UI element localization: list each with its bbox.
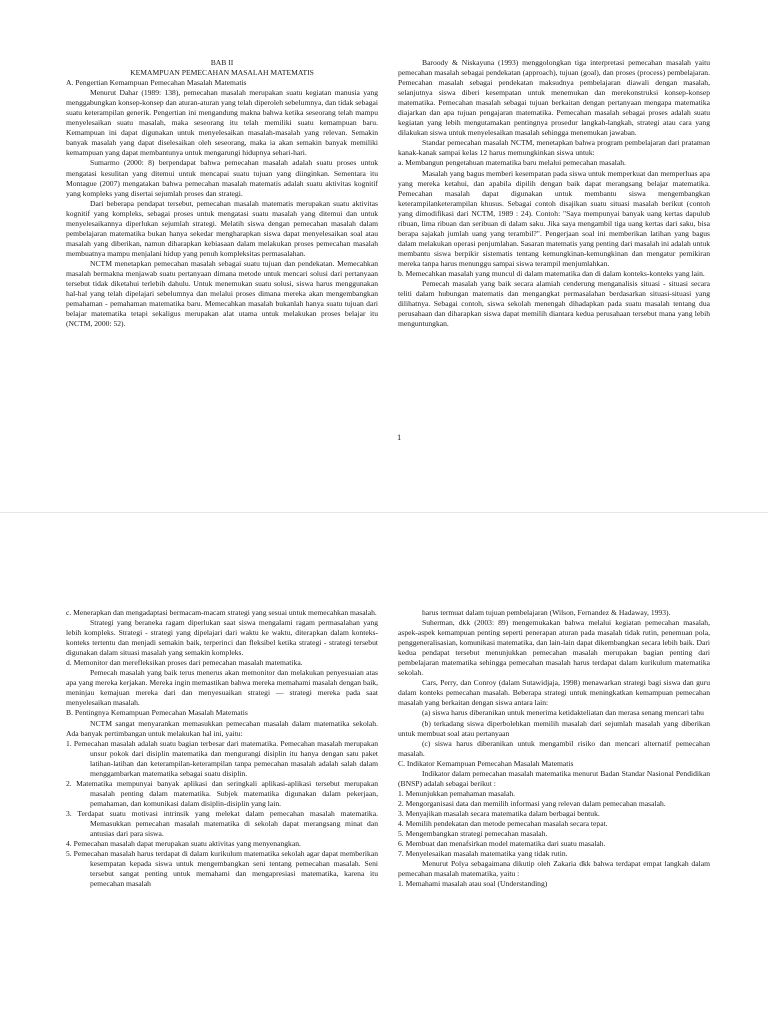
paragraph: 4. Memilih pendekatan dan metode pemecahan masalah secara tepat. [398,818,608,828]
paragraph: 1. Pemecahan masalah adalah suatu bagian terbesar dari matematika. Pemecahan masalah merupakan unsur pokok dari disiplin matematika dan mengurangi disiplin itu hanya dengan satu paket latihan-latihan dan keterampilan-keterampilan tanpa pemecahan masalah adalah salah dalam menggambarkan matematika sebagai suatu disiplin. [66,738,378,778]
paragraph: Menurut Dahar (1989: 138), pemecahan masalah merupakan suatu kegiatan manusia yang menggabungkan konsep-konsep dan aturan-aturan yang telah diperoleh sebelumnya, dan tidak sebagai suatu keterampilan generik. Pengertian ini mengandung makna bahwa ketika seseorang telah mampu menyelesaikan suatu masalah, maka seseorang itu telah memiliki suatu kemampuan baru. Kemampuan ini dapat digunakan untuk menyelesaikan masalah-masalah yang relevan. Semakin banyak masalah yang dapat diselesaikan oleh seseorang, maka ia akan semakin banyak memiliki kemampuan yang dapat membantunya untuk mengarungi hidupnya sehari-hari. [66,88,378,158]
paragraph: Suherman, dkk (2003: 89) mengemukakan bahwa melalui kegiatan pemecahan masalah, aspek-aspek kemampuan penting seperti penerapan aturan pada masalah tidak rutin, penemuan pola, penggeneralisasian, komunikasi matematika, dan lain-lain dapat dikembangkan secara lebih baik. Dari kedua pendapat tersebut menunjukkan pemecahan masalah merupakan bagian penting dari pembelajaran matematika sehingga pemecahan masalah harus terdapat dalam kurikulum matematika sekolah. [398,618,710,678]
paragraph: A. Pengertian Kemampuan Pemecahan Masalah Matematis [66,78,247,88]
paragraph: (c) siswa harus diberanikan untuk mengambil risiko dan mencari alternatif pemecahan masalah. [398,738,710,758]
page-2-left-column [66,608,378,889]
paragraph: NCTM sangat menyarankan memasukkan pemecahan masalah dalam matematika sekolah. Ada banyak pertimbangan untuk melakukan hal ini, yaitu: [66,718,378,738]
paragraph: C. Indikator Kemampuan Pemecahan Masalah Matematis [398,758,574,768]
page-1-right-column [398,58,710,329]
paragraph: Cars, Perry, dan Conroy (dalam Sutawidjaja, 1998) menawarkan strategi bagi siswa dan guru dalam konteks pemecahan masalah. Beberapa strategi untuk meningkatkan kemampuan pemecahan masalah yang berkaitan dengan siswa antara lain: [398,678,710,708]
paragraph: 3. Menyajikan masalah secara matematika dalam berbagai bentuk. [398,808,600,818]
paragraph: 5. Pemecahan masalah harus terdapat di dalam kurikulum matematika sekolah agar dapat memberikan kesempatan kepada siswa untuk mengembangkan seni tentang pemecahan masalah. Seni tersebut sangat penting untuk memahami dan mengapresiasi matematika, karena itu pemecahan masalah [66,849,378,889]
paragraph: KEMAMPUAN PEMECAHAN MASALAH MATEMATIS [130,68,314,78]
paragraph: Pemecah masalah yang baik terus menerus akan memonitor dan melakukan penyesuaian atas apa yang mereka kerjakan. Mereka ingin memastikan bahwa mereka memahami masalah dengan baik, meninjau kemajuan mereka dari dan menyesuaikan strategi — strategi mereka pada saat menyelesaikan masalah. [66,668,378,708]
page-2 [0,512,768,1025]
paragraph: 4. Pemecahan masalah dapat merupakan suatu aktivitas yang menyenangkan. [66,839,301,849]
paragraph: 3. Terdapat suatu motivasi intrinsik yang melekat dalam pemecahan masalah matematika. Memasukkan pemecahan masalah matematika di sekolah dapat merangsang minat dan antusias dari para siswa. [66,808,378,839]
paragraph: (a) siswa harus diberanikan untuk menerima ketidakteliatan dan merasa senang mencari tahu [422,708,704,718]
paragraph: (b) terkadang siswa diperbolehkan memilih masalah dari sejumlah masalah yang diberikan untuk membuat soal atau pertanyaan [398,718,710,738]
paragraph: 2. Mengorganisasi data dan memilih informasi yang relevan dalam pemecahan masalah. [398,798,666,808]
paragraph: B. Pentingnya Kemampuan Pemecahan Masalah Matematis [66,708,248,718]
paragraph: Masalah yang bagus memberi kesempatan pada siswa untuk memperkuat dan memperluas apa yang mereka ketahui, dan apabila dipilih dengan baik dapat merangsang belajar matematika. Pemecahan masalah dapat digunakan untuk membantu siswa mengembangkan keterampilanketerampilan khusus. Sebagai contoh disajikan suatu situasi masalah berikut (contoh yang dimodifikasi dari NCTM, 1989 : 24). Contoh: "Saya mempunyai banyak uang kertas dapulub ribuan, lima ribuan dan seribuan di dalam saku. Jika saya mengambil tiga uang kertas dari saku, bisa berapa sajakah jumlah uang yang terambil?". Pengerjaan soal ini memberikan latihan yang bagus dalam melakukan operasi penjumlahan. Sasaran matematis yang penting dari masalah ini adalah untuk membantu siswa berpikir sistematis tentang kemungkinan-kemungkinan dan mengatur pemikiran mereka tanpa harus menunggu sampai siswa terampil menjumlahkan. [398,168,710,268]
paragraph: c. Menerapkan dan mengadaptasi bermacam-macam strategi yang sesuai untuk memecahkan masalah. [66,608,377,617]
paragraph: Menurut Polya sebagaimana dikutip oleh Zakaria dkk bahwa terdapat empat langkah dalam pemecahan masalah matematika, yaitu : [398,859,710,879]
paragraph: 2. Matematika mempunyai banyak aplikasi dan seringkali aplikasi-aplikasi tersebut merupakan masalah penting dalam matematika. Subjek matematika digunakan dalam pekerjaan, pemahaman, dan komunikasi dalam disiplin-disiplin yang lain. [66,778,378,808]
paragraph: d. Memonitor dan merefleksikan proses dari pemecahan masalah matematika. [66,658,303,668]
paragraph: Dari beberapa pendapat tersebut, pemecahan masalah matematis merupakan suatu aktivitas kognitif yang kompleks, sebagai proses untuk mengatasi suatu masalah yang ditemui dan untuk menyelesaikannya diperlukan sejumlah strategi. Melatih siswa dengan pemecahan masalah dalam pembelajaran matematika bukan hanya sekedar mengharapkan siswa dapat menyelesaikan soal atau masalah yang diberikan, namun diharapkan kebiasaan dalam melakukan proses pemecahan masalah membuatnya mampu menjalani hidup yang penuh kompleksitas permasalahan. [66,198,378,258]
paragraph: Indikator dalam pemecahan masalah matematika menurut Badan Standar Nasional Pendidikan (BNSP) adalah sebagai berikut : [398,768,710,788]
paragraph: 6. Membuat dan menafsirkan model matematika dari suatu masalah. [398,839,606,849]
page-1 [0,0,768,512]
paragraph: 1. Menunjukkan pemahaman masalah. [398,788,516,798]
paragraph: Pemecah masalah yang baik secara alamiah cenderung menganalisis situasi - situasi secara teliti dalam hubungan matematis dan mengangkat permasalahan berdasarkan situasi-situasi yang dilihatnya. Sebagai contoh, siswa sekolah menengah dihadapkan pada suatu masalah tentang dua perusahaan dan diharapkan siswa dapat memilih diantara kedua perusahaan tersebut mana yang lebih menguntungkan. [398,279,710,329]
paragraph: NCTM menetapkan pemecahan masalah sebagai suatu tujuan dan pendekatan. Memecahkan masalah bermakna menjawab suatu pertanyaan dimana metode untuk mencari solusi dari pertanyaan tersebut tidak diketahui terlebih dahulu. Untuk menemukan suatu solusi, siswa harus menggunakan hal-hal yang telah dipelajari sebelumnya dan melalui proses dimana mereka akan mengembangkan pemahaman - pemahaman matematika baru. Memecahkan masalah bukanlah hanya suatu tujuan dari belajar matematika tetapi sekaligus merupakan alat utama untuk melakukan proses belajar itu (NCTM, 2000: 52). [66,258,378,329]
paragraph: Standar pemecahan masalah NCTM, menetapkan bahwa program pembelajaran dari prataman kanak-kanak sampai kelas 12 harus memungkinkan siswa untuk: [398,138,710,158]
page-number: 1 [397,432,402,442]
paragraph: b. Memecahkan masalah yang muncul di dalam matematika dan di dalam konteks-konteks yang lain. [398,268,705,278]
paragraph: BAB II [210,58,234,67]
paragraph: a. Membangun pengetahuan matematika baru melalui pemecahan masalah. [398,158,626,168]
paragraph: 5. Mengembangkan strategi pemecahan masalah. [398,829,548,839]
page-1-left-column [66,58,378,329]
paragraph: harus termuat dalam tujuan pembelajaran (Wilson, Fernandez & Hadaway, 1993). [422,608,671,617]
paragraph: Sumarmo (2000: 8) berpendapat bahwa pemecahan masalah adalah suatu proses untuk mengatasi kesulitan yang ditemui untuk mencapai suatu tujuan yang diinginkan. Sementara itu Montague (2007) mengatakan bahwa pemecahan masalah matematis adalah suatu aktivitas kognitif yang kompleks yang disertai sejumlah proses dan strategi. [66,158,378,198]
paragraph: 7. Menyelesaikan masalah matematika yang tidak rutin. [398,849,568,859]
page-2-right-column [398,608,710,889]
paragraph: Baroody & Niskayuna (1993) menggolongkan tiga interpretasi pemecahan masalah yaitu pemecahan masalah sebagai pendekatan (approach), tujuan (goal), dan proses (process) pembelajaran. Pemecahan masalah sebagai pendekatan maksudnya pembelajaran diawali dengan masalah, selanjutnya siswa diberi kesempatan untuk menemukan dan merekonstruksi konsep-konsep matematika. Pemecahan masalah sebagai tujuan berkaitan dengan pertanyaan mengapa matematika diajarkan dan apa tujuan pengajaran matematika. Pemecahan masalah sebagai proses adalah suatu kegiatan yang lebih mengutamakan pentingnya prosedur langkah-langkah, strategi atau cara yang dilakukan siswa untuk menyelesaikan masalah sehingga menemukan jawaban. [398,58,710,138]
paragraph: Strategi yang beraneka ragam diperlukan saat siswa mengalami ragam permasalahan yang lebih kompleks. Strategi - strategi yang dipelajari dari waktu ke waktu, diterapkan dalam konteks-konteks tertentu dan menjadi semakin baik, terperinci dan fleksibel ketika strategi - strategi tersebut digunakan dalam situasi masalah yang semakin kompleks. [66,618,378,658]
paragraph: 1. Memahami masalah atau soal (Understanding) [398,879,548,889]
